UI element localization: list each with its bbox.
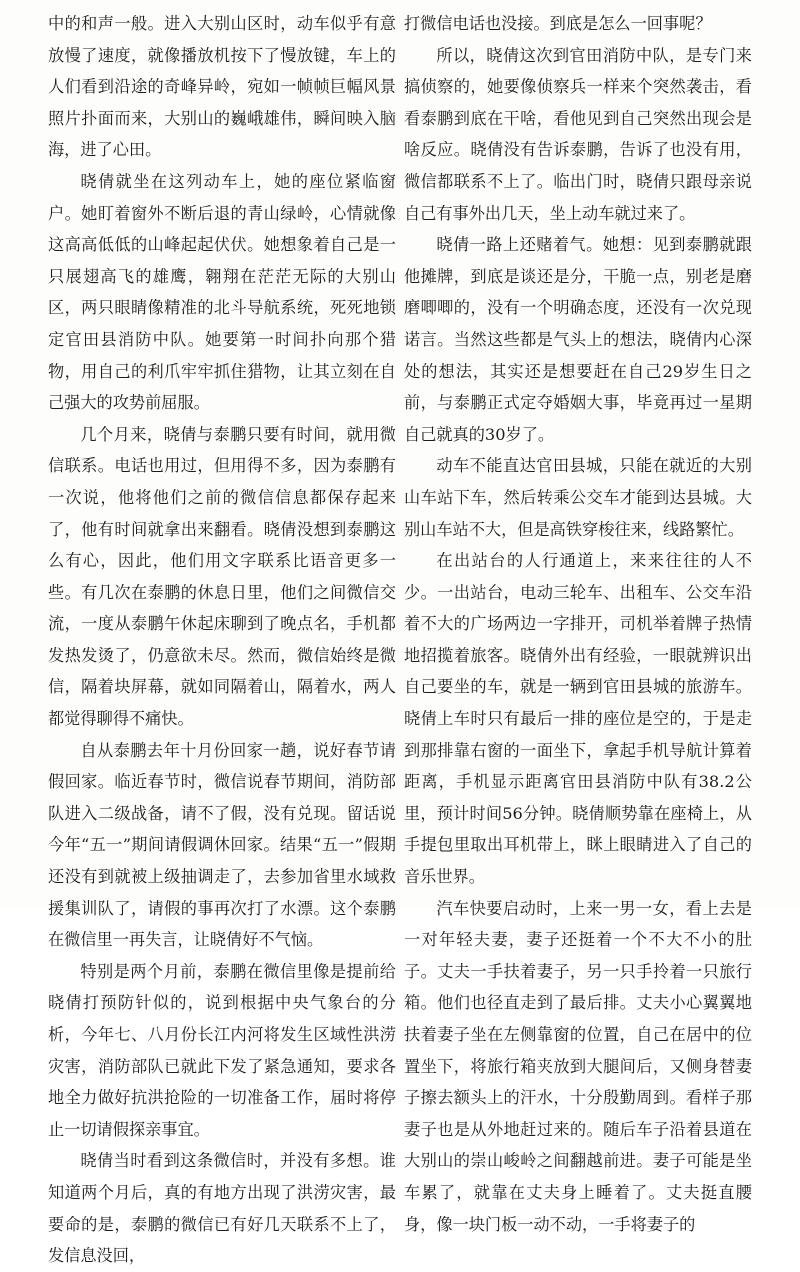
paragraph: 晓倩一路上还赌着气。她想：见到泰鹏就跟他摊牌，到底是谈还是分，干脆一点，别老是磨磨唧唧的，没有一个明确态度，还没有一次兑现诺言。当然这些都是气头上的想法，晓倩内心深处的想法，其实还是想要赶在自己29岁生日之前，与泰鹏正式定夺婚姻大事，毕竟再过一星期自己就真的30岁了。	[404, 235, 752, 444]
paragraph: 几个月来，晓倩与泰鹏只要有时间，就用微信联系。电话也用过，但用得不多，因为泰鹏有一次说，他将他们之前的微信信息都保存起来了，他有时间就拿出来翻看。晓倩没想到泰鹏这么有心，因此，他们用文字联系比语音更多一些。有几次在泰鹏的休息日里，他们之间微信交流，一度从泰鹏午休起床聊到了晚点名，手机都发热发烫了，仍意欲未尽。然而，微信始终是微信，隔着块屏幕，就如同隔着山，隔着水，两人都觉得聊得不痛快。	[48, 424, 396, 729]
paragraph: 中的和声一般。进入大别山区时，动车似乎有意放慢了速度，就像播放机按下了慢放键，车上的人们看到沿途的奇峰异岭，宛如一帧帧巨幅风景照片扑面而来，大别山的巍峨雄伟，瞬间映入脑海，进了心田。	[48, 14, 396, 160]
paragraph: 在出站台的人行通道上，来来往往的人不少。一出站台，电动三轮车、出租车、公交车沿着不大的广场两边一字排开，司机举着牌子热情地招揽着旅客。晓倩外出有经验，一眼就辨识出自己要坐的车，就是一辆到官田县城的旅游车。晓倩上车时只有最后一排的座位是空的，于是走到那排靠右窗的一面坐下，拿起手机导航计算着距离，手机显示距离官田县消防中队有38.2公里，预计时间56分钟。晓倩顺势靠在座椅上，从手提包里取出耳机带上，眯上眼睛进入了自己的音乐世界。	[404, 551, 752, 887]
paragraph: 动车不能直达官田县城，只能在就近的大别山车站下车，然后转乘公交车才能到达县城。大别山车站不大，但是高铁穿梭往来，线路繁忙。	[404, 456, 752, 539]
paragraph: 晓倩当时看到这条微信时，并没有多想。谁知道两个月后，真的有地方出现了洪涝灾害，最要命的是，泰鹏的微信已有好几天联系不上了，发信息没回，	[48, 1151, 396, 1266]
paragraph: 自从泰鹏去年十月份回家一趟，说好春节请假回家。临近春节时，微信说春节期间，消防部队进入二级战备，请不了假，没有兑现。留话说今年“五一”期间请假调休回家。结果“五一”假期还没有到就被上级抽调走了，去参加省里水域救援集训队了，请假的事再次打了水漂。这个泰鹏在微信里一再失言，让晓倩好不气恼。	[48, 740, 396, 950]
paragraph: 晓倩就坐在这列动车上，她的座位紧临窗户。她盯着窗外不断后退的青山绿岭，心情就像这高高低低的山峰起起伏伏。她想象着自己是一只展翅高飞的雄鹰，翱翔在茫茫无际的大别山区，两只眼睛像精准的北斗导航系统，死死地锁定官田县消防中队。她要第一时间扑向那个猎物，用自己的利爪牢牢抓住猎物，让其立刻在自己强大的攻势前屈服。	[48, 171, 396, 413]
paragraph: 所以，晓倩这次到官田消防中队，是专门来搞侦察的，她要像侦察兵一样来个突然袭击，看看泰鹏到底在干啥，看他见到自己突然出现会是啥反应。晓倩没有告诉泰鹏，告诉了也没有用，微信都联系不上了。临出门时，晓倩只跟母亲说自己有事外出几天，坐上动车就过来了。	[404, 45, 752, 223]
paragraph: 特别是两个月前，泰鹏在微信里像是提前给晓倩打预防针似的，说到根据中央气象台的分析，今年七、八月份长江内河将发生区域性洪涝灾害，消防部队已就此下发了紧急通知，要求各地全力做好抗洪抢险的一切准备工作，届时将停止一切请假探亲事宜。	[48, 961, 396, 1139]
right-text-column	[404, 8, 752, 1240]
paragraph: 汽车快要启动时，上来一男一女，看上去是一对年轻夫妻，妻子还挺着一个不大不小的肚子。丈夫一手扶着妻子，另一只手拎着一只旅行箱。他们也径直走到了最后排。丈夫小心翼翼地扶着妻子坐在左侧靠窗的位置，自己在居中的位置坐下，将旅行箱夹放到大腿间后，又侧身替妻子擦去额头上的汗水，十分殷勤周到。看样子那妻子也是从外地赶过来的。随后车子沿着县道在大别山的崇山峻岭之间翻越前进。妻子可能是坐车累了，就靠在丈夫身上睡着了。丈夫挺直腰身，像一块门板一动不动，一手将妻子的	[404, 898, 752, 1234]
paragraph: 打微信电话也没接。到底是怎么一回事呢？	[404, 14, 712, 33]
left-text-column	[48, 8, 396, 1272]
